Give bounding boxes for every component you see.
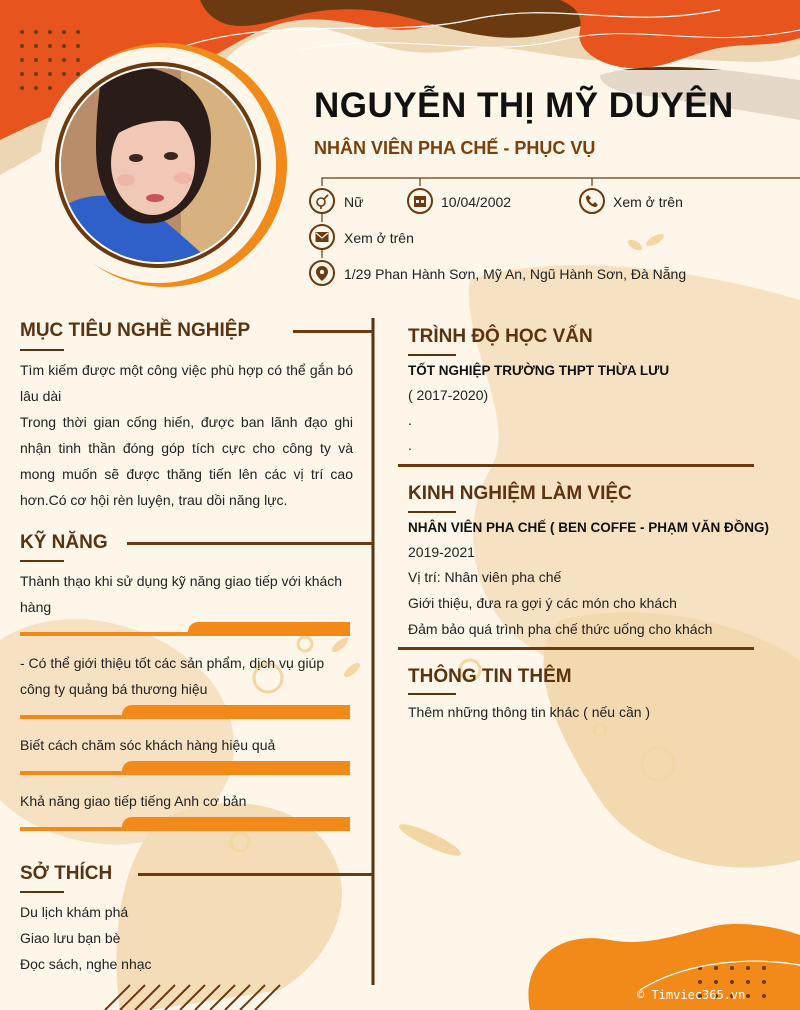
gender-icon xyxy=(309,188,335,214)
education-rule xyxy=(398,464,754,467)
experience-company: NHÂN VIÊN PHA CHẾ ( BEN COFFE - PHẠM VĂN ĐỒNG) xyxy=(408,520,770,535)
hobbies-rule xyxy=(138,873,373,876)
job-title: NHÂN VIÊN PHA CHẾ - PHỤC VỤ xyxy=(314,138,596,158)
objective-paragraph-1: Tìm kiếm được một công việc phù hợp có thể gắn bó lâu dài xyxy=(20,362,353,404)
watermark: © Timviec365.vn xyxy=(637,988,746,1002)
skills-title-underline xyxy=(20,560,64,562)
skill-item-1-text: Thành thạo khi sử dụng kỹ năng giao tiếp với khách hàng xyxy=(20,573,343,615)
skill-item-2-bar xyxy=(20,705,350,720)
extra-info-title-underline xyxy=(408,693,456,695)
email-value: Xem ở trên xyxy=(344,230,414,246)
experience-duty-2: Đảm bảo quá trình pha chế thức uống cho khách xyxy=(408,621,713,637)
extra-info-title: THÔNG TIN THÊM xyxy=(408,666,572,687)
education-detail-2: . xyxy=(408,437,412,453)
extra-info-text: Thêm những thông tin khác ( nếu cần ) xyxy=(408,704,651,720)
experience-title: KINH NGHIỆM LÀM VIỆC xyxy=(408,483,632,504)
skills-title: KỸ NĂNG xyxy=(20,532,108,553)
skill-item-2-text: - Có thể giới thiệu tốt các sản phẩm, dịch vụ giúp công ty quảng bá thương hiệu xyxy=(20,655,325,697)
phone-value: Xem ở trên xyxy=(613,194,683,210)
experience-title-underline xyxy=(408,511,456,513)
avatar xyxy=(61,68,255,262)
experience-period: 2019-2021 xyxy=(408,544,475,560)
location-icon xyxy=(309,260,335,286)
hobbies-title: SỞ THÍCH xyxy=(20,863,113,884)
education-school: TỐT NGHIỆP TRƯỜNG THPT THỪA LƯU xyxy=(408,363,670,378)
objective-paragraph-2: Trong thời gian cống hiến, được ban lãnh đạo ghi nhận tinh thần đóng góp tích cực cho công ty và mong muốn sẽ được thăng tiến lên các vị trí cao hơn.Có cơ hội rèn luyện, trau dồi năng lực. xyxy=(20,414,353,508)
experience-role: Vị trí: Nhân viên pha chế xyxy=(408,569,562,585)
objective-rule xyxy=(293,330,373,333)
skill-item-4-bar xyxy=(20,817,350,832)
hobby-item-3: Đọc sách, nghe nhạc xyxy=(20,956,152,972)
experience-rule xyxy=(398,647,754,650)
skill-item-2-level xyxy=(122,705,350,719)
objective-title-underline xyxy=(20,349,64,351)
education-title-underline xyxy=(408,354,456,356)
experience-duty-1: Giới thiệu, đưa ra gợi ý các món cho khách xyxy=(408,595,677,611)
skill-item-3-text: Biết cách chăm sóc khách hàng hiệu quả xyxy=(20,737,276,753)
address-value: 1/29 Phan Hành Sơn, Mỹ An, Ngũ Hành Sơn, Đà Nẵng xyxy=(344,266,687,282)
skill-item-3-bar xyxy=(20,761,350,776)
skill-item-4-text: Khả năng giao tiếp tiếng Anh cơ bản xyxy=(20,793,247,809)
calendar-icon xyxy=(407,188,433,214)
phone-icon xyxy=(579,188,605,214)
hobbies-title-underline xyxy=(20,891,64,893)
skill-item-4-level xyxy=(122,817,350,831)
gender-value: Nữ xyxy=(344,194,364,210)
hobby-item-2: Giao lưu bạn bè xyxy=(20,930,121,946)
education-years: ( 2017-2020) xyxy=(408,387,489,403)
candidate-name: NGUYỄN THỊ MỸ DUYÊN xyxy=(314,86,734,125)
skills-rule xyxy=(127,542,373,545)
skill-item-3-level xyxy=(122,761,350,775)
education-detail-1: . xyxy=(408,412,412,428)
objective-title: MỤC TIÊU NGHỀ NGHIỆP xyxy=(20,320,251,341)
portrait-image xyxy=(61,68,255,262)
hobby-item-1: Du lịch khám phá xyxy=(20,904,129,920)
education-title: TRÌNH ĐỘ HỌC VẤN xyxy=(408,326,593,347)
skill-item-1-bar xyxy=(20,622,350,637)
email-icon xyxy=(309,224,335,250)
birthday-value: 10/04/2002 xyxy=(441,194,512,210)
skill-item-1-level xyxy=(188,622,350,636)
